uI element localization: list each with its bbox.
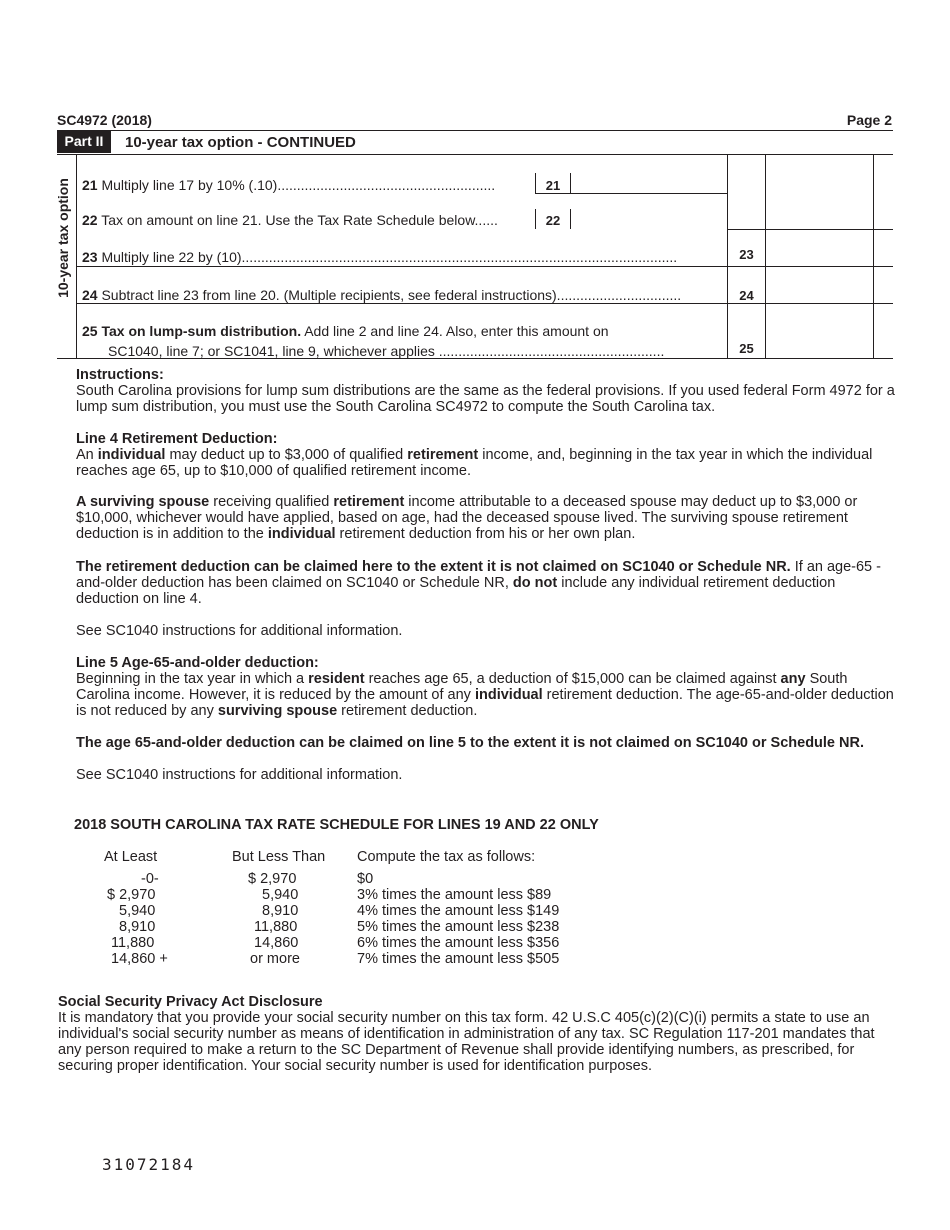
side-label: 10-year tax option [55,177,72,298]
schedule-col-but-less-than: But Less Than [232,849,326,865]
line-22-label: 22 Tax on amount on line 21. Use the Tax Rate Schedule below...... [82,212,498,228]
line-22-box-number: 22 [545,213,561,228]
schedule-col-at-least: At Least [104,849,158,865]
schedule-title: 2018 SOUTH CAROLINA TAX RATE SCHEDULE FOR LINES 19 AND 22 ONLY [74,817,599,833]
schedule-row: $ 2,970 5,940 3% times the amount less $89 [107,887,552,903]
line5-para-1: Beginning in the tax year in which a resident reaches age 65, a deduction of $15,000 can be claimed against any South Carolina income. However, it is reduced by the amount of any individual retirement deduction. The age-65-and-older deduction is not reduced by any surviving spouse retirement deduction. [76,671,894,719]
line4-para-3: The retirement deduction can be claimed here to the extent it is not claimed on SC1040 or Schedule NR. If an age-65 -and-older deduction has been claimed on SC1040 or Schedule NR, do not include any individual retirement deduction deduction on line 4. [76,559,881,607]
form-code: 31072184 [102,1155,196,1174]
line-25-label-cont: SC1040, line 7; or SC1041, line 9, whichever applies .......................................................... [108,343,665,359]
schedule-row: 11,880 14,860 6% times the amount less $356 [111,935,560,951]
line-25-label: 25 Tax on lump-sum distribution. Add line 2 and line 24. Also, enter this amount on [82,323,609,339]
line-24-box-number: 24 [739,288,754,303]
line-25-amount-input[interactable] [767,305,872,357]
grid-col-amount-left [765,154,766,359]
grid-row-rule-23 [76,266,893,267]
privacy-section [58,994,898,1074]
part-title: 10-year tax option - CONTINUED [125,134,356,151]
line-21-label: 21 Multiply line 17 by 10% (.10)........................................................ [82,177,496,193]
line4-see-also: See SC1040 instructions for additional information. [76,623,403,639]
instructions-heading: Instructions: [76,367,164,383]
line-25-box-number: 25 [739,341,754,356]
line-23-box-number: 23 [739,247,754,262]
line-23-amount-input[interactable] [767,231,872,265]
line-23-label: 23 Multiply line 22 by (10)................................................................................................................ [82,249,678,265]
line4-section [76,431,896,479]
line-24-label: 24 Subtract line 23 from line 20. (Multiple recipients, see federal instructions)................................ [82,287,682,303]
line-21-box-number: 21 [545,178,561,193]
header-rule [57,130,893,131]
line5-see-also: See SC1040 instructions for additional information. [76,767,403,783]
page-number: Page 2 [846,112,892,128]
schedule-row: 14,860 + or more 7% times the amount less $505 [111,951,560,967]
line-22-amount-input[interactable] [572,209,726,228]
grid-col-cents-left [873,154,874,359]
schedule-header-row [100,849,559,871]
line5-section [76,655,896,719]
line4-heading: Line 4 Retirement Deduction: [76,431,278,447]
line4-para-2: A surviving spouse receiving qualified retirement income attributable to a deceased spouse may deduct up to $3,000 or $10,000, whichever would have applied, based on age, had the deceased spouse lived. The surviving spouse retirement deduction is in addition to the individual retirement deduction from his or her own plan. [76,494,858,542]
line-24-amount-input[interactable] [767,268,872,302]
instructions-section [76,367,896,415]
grid-left-border [76,154,77,359]
form-id: SC4972 (2018) [57,112,152,128]
tax-rate-schedule [100,849,559,967]
schedule-row: 5,940 8,910 4% times the amount less $149 [119,903,560,919]
schedule-col-compute: Compute the tax as follows: [357,849,536,865]
schedule-row: -0- $ 2,970 $0 [141,871,374,887]
grid-row-rule-24 [76,303,893,304]
schedule-row: 8,910 11,880 5% times the amount less $238 [119,919,560,935]
line4-para-1: An individual may deduct up to $3,000 of qualified retirement income, and, beginning in the tax year in which the individual reaches age 65, up to $10,000 of qualified retirement income. [76,447,873,479]
line-21-amount-input[interactable] [572,173,726,192]
part-title-rule [57,154,893,155]
line5-para-2: The age 65-and-older deduction can be claimed on line 5 to the extent it is not claimed on SC1040 or Schedule NR. [76,735,864,751]
instructions-body: South Carolina provisions for lump sum distributions are the same as the federal provisions. If you used federal Form 4972 for a lump sum distribution, you must use the South Carolina SC4972 to compute the South Carolina tax. [76,383,895,415]
grid-row-rule-22 [727,229,893,230]
part-label: Part II [57,130,111,153]
line5-heading: Line 5 Age-65-and-older deduction: [76,655,319,671]
privacy-body: It is mandatory that you provide your social security number on this tax form. 42 U.S.C 405(c)(2)(C)(i) permits a state to use an individual's social security number as means of identification in administration of any tax. SC Regulation 117-201 mandates that any person required to make a return to the SC Department of Revenue shall provide identifying numbers, as prescribed, for securing proper identification. Your social security number is used for identification purposes. [58,1010,875,1074]
privacy-heading: Social Security Privacy Act Disclosure [58,994,323,1010]
